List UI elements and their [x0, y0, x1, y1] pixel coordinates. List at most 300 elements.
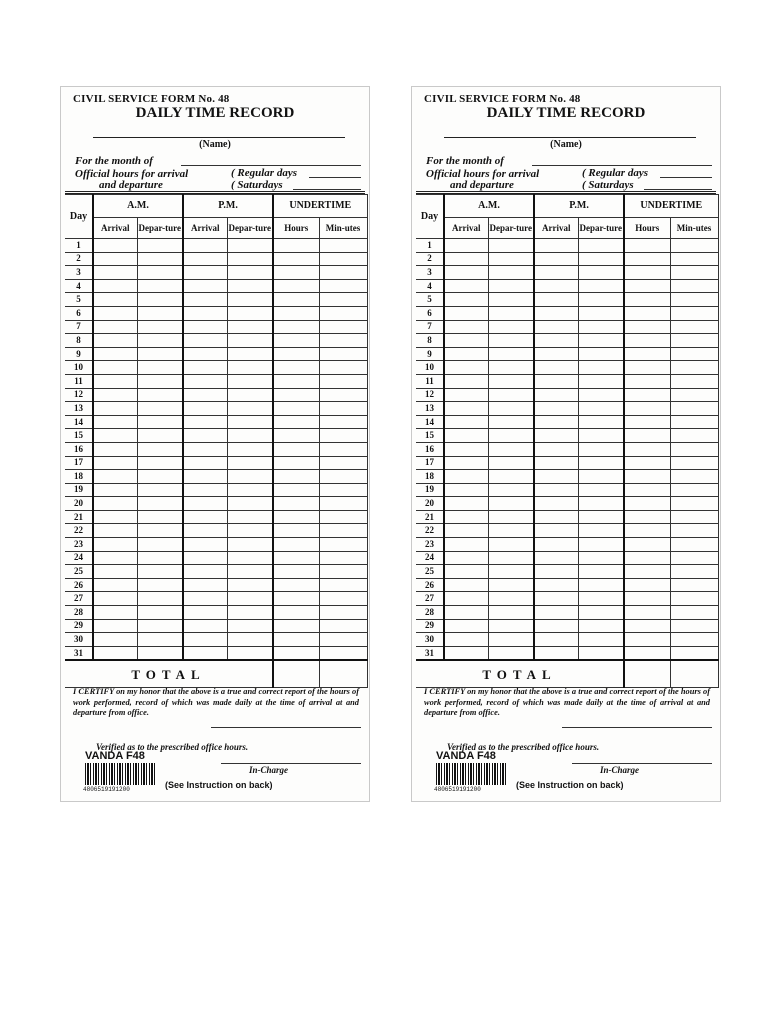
pm-arrival-cell[interactable]: [534, 388, 578, 402]
am-arrival-cell[interactable]: [93, 239, 137, 253]
undertime-hours-cell[interactable]: [273, 578, 319, 592]
am-arrival-cell[interactable]: [93, 320, 137, 334]
pm-departure-cell[interactable]: [227, 470, 273, 484]
saturdays-field[interactable]: [293, 189, 361, 190]
am-departure-cell[interactable]: [488, 293, 534, 307]
undertime-minutes-cell[interactable]: [670, 633, 718, 647]
pm-arrival-cell[interactable]: [534, 374, 578, 388]
pm-arrival-cell[interactable]: [534, 402, 578, 416]
undertime-minutes-cell[interactable]: [319, 619, 367, 633]
undertime-hours-cell[interactable]: [273, 279, 319, 293]
undertime-minutes-cell[interactable]: [670, 619, 718, 633]
pm-departure-cell[interactable]: [227, 293, 273, 307]
am-departure-cell[interactable]: [488, 524, 534, 538]
pm-arrival-cell[interactable]: [534, 347, 578, 361]
undertime-minutes-cell[interactable]: [670, 252, 718, 266]
am-arrival-cell[interactable]: [93, 266, 137, 280]
undertime-hours-cell[interactable]: [624, 361, 670, 375]
undertime-hours-cell[interactable]: [273, 361, 319, 375]
pm-departure-cell[interactable]: [227, 619, 273, 633]
pm-departure-cell[interactable]: [578, 388, 624, 402]
pm-arrival-cell[interactable]: [534, 429, 578, 443]
am-departure-cell[interactable]: [488, 361, 534, 375]
undertime-hours-cell[interactable]: [624, 415, 670, 429]
am-departure-cell[interactable]: [137, 347, 183, 361]
undertime-minutes-cell[interactable]: [670, 524, 718, 538]
undertime-hours-cell[interactable]: [273, 497, 319, 511]
undertime-hours-cell[interactable]: [624, 565, 670, 579]
am-departure-cell[interactable]: [488, 646, 534, 660]
am-arrival-cell[interactable]: [444, 442, 488, 456]
pm-arrival-cell[interactable]: [183, 361, 227, 375]
undertime-hours-cell[interactable]: [624, 279, 670, 293]
undertime-minutes-cell[interactable]: [319, 524, 367, 538]
am-arrival-cell[interactable]: [444, 565, 488, 579]
am-arrival-cell[interactable]: [444, 266, 488, 280]
am-arrival-cell[interactable]: [444, 456, 488, 470]
am-departure-cell[interactable]: [137, 606, 183, 620]
pm-departure-cell[interactable]: [578, 402, 624, 416]
am-arrival-cell[interactable]: [93, 334, 137, 348]
am-departure-cell[interactable]: [137, 252, 183, 266]
pm-departure-cell[interactable]: [227, 565, 273, 579]
pm-departure-cell[interactable]: [578, 592, 624, 606]
undertime-minutes-cell[interactable]: [319, 456, 367, 470]
pm-departure-cell[interactable]: [578, 524, 624, 538]
am-arrival-cell[interactable]: [444, 524, 488, 538]
am-departure-cell[interactable]: [488, 578, 534, 592]
pm-departure-cell[interactable]: [227, 646, 273, 660]
am-arrival-cell[interactable]: [93, 470, 137, 484]
pm-arrival-cell[interactable]: [534, 524, 578, 538]
am-arrival-cell[interactable]: [444, 402, 488, 416]
undertime-minutes-cell[interactable]: [670, 565, 718, 579]
am-departure-cell[interactable]: [488, 456, 534, 470]
undertime-minutes-cell[interactable]: [670, 429, 718, 443]
am-arrival-cell[interactable]: [444, 388, 488, 402]
am-departure-cell[interactable]: [488, 266, 534, 280]
am-arrival-cell[interactable]: [93, 374, 137, 388]
pm-departure-cell[interactable]: [227, 592, 273, 606]
undertime-hours-cell[interactable]: [624, 646, 670, 660]
am-arrival-cell[interactable]: [444, 470, 488, 484]
am-arrival-cell[interactable]: [444, 361, 488, 375]
undertime-minutes-cell[interactable]: [319, 279, 367, 293]
pm-arrival-cell[interactable]: [534, 592, 578, 606]
undertime-minutes-cell[interactable]: [319, 320, 367, 334]
undertime-minutes-cell[interactable]: [670, 320, 718, 334]
pm-departure-cell[interactable]: [227, 497, 273, 511]
pm-departure-cell[interactable]: [578, 239, 624, 253]
am-arrival-cell[interactable]: [444, 592, 488, 606]
undertime-minutes-cell[interactable]: [319, 565, 367, 579]
am-departure-cell[interactable]: [137, 334, 183, 348]
pm-departure-cell[interactable]: [227, 606, 273, 620]
pm-departure-cell[interactable]: [578, 320, 624, 334]
pm-arrival-cell[interactable]: [183, 252, 227, 266]
undertime-hours-cell[interactable]: [273, 442, 319, 456]
am-arrival-cell[interactable]: [444, 415, 488, 429]
am-arrival-cell[interactable]: [444, 320, 488, 334]
undertime-minutes-cell[interactable]: [670, 456, 718, 470]
am-arrival-cell[interactable]: [444, 334, 488, 348]
am-arrival-cell[interactable]: [93, 633, 137, 647]
undertime-hours-cell[interactable]: [624, 524, 670, 538]
am-departure-cell[interactable]: [137, 361, 183, 375]
pm-departure-cell[interactable]: [227, 347, 273, 361]
pm-arrival-cell[interactable]: [183, 415, 227, 429]
am-departure-cell[interactable]: [488, 551, 534, 565]
am-arrival-cell[interactable]: [93, 538, 137, 552]
pm-arrival-cell[interactable]: [534, 497, 578, 511]
am-departure-cell[interactable]: [137, 306, 183, 320]
am-departure-cell[interactable]: [137, 510, 183, 524]
am-arrival-cell[interactable]: [444, 551, 488, 565]
pm-arrival-cell[interactable]: [183, 510, 227, 524]
am-departure-cell[interactable]: [137, 442, 183, 456]
undertime-hours-cell[interactable]: [273, 415, 319, 429]
undertime-hours-cell[interactable]: [273, 320, 319, 334]
saturdays-field[interactable]: [644, 189, 712, 190]
undertime-minutes-cell[interactable]: [670, 470, 718, 484]
am-departure-cell[interactable]: [488, 510, 534, 524]
undertime-minutes-cell[interactable]: [670, 347, 718, 361]
am-arrival-cell[interactable]: [444, 306, 488, 320]
pm-arrival-cell[interactable]: [183, 429, 227, 443]
am-arrival-cell[interactable]: [93, 497, 137, 511]
total-hours-cell[interactable]: [624, 660, 670, 688]
pm-arrival-cell[interactable]: [183, 388, 227, 402]
am-arrival-cell[interactable]: [444, 606, 488, 620]
am-arrival-cell[interactable]: [93, 293, 137, 307]
pm-departure-cell[interactable]: [578, 606, 624, 620]
name-line[interactable]: [444, 137, 696, 138]
pm-departure-cell[interactable]: [227, 239, 273, 253]
undertime-hours-cell[interactable]: [273, 266, 319, 280]
pm-arrival-cell[interactable]: [534, 619, 578, 633]
pm-arrival-cell[interactable]: [534, 456, 578, 470]
month-field[interactable]: [532, 165, 712, 166]
undertime-hours-cell[interactable]: [624, 497, 670, 511]
pm-arrival-cell[interactable]: [183, 306, 227, 320]
pm-departure-cell[interactable]: [578, 374, 624, 388]
am-departure-cell[interactable]: [488, 619, 534, 633]
am-departure-cell[interactable]: [488, 483, 534, 497]
undertime-hours-cell[interactable]: [273, 402, 319, 416]
undertime-minutes-cell[interactable]: [319, 470, 367, 484]
pm-arrival-cell[interactable]: [183, 347, 227, 361]
undertime-hours-cell[interactable]: [273, 551, 319, 565]
undertime-minutes-cell[interactable]: [670, 402, 718, 416]
undertime-minutes-cell[interactable]: [319, 646, 367, 660]
pm-departure-cell[interactable]: [227, 361, 273, 375]
undertime-hours-cell[interactable]: [273, 592, 319, 606]
am-departure-cell[interactable]: [137, 429, 183, 443]
am-arrival-cell[interactable]: [93, 415, 137, 429]
am-arrival-cell[interactable]: [93, 361, 137, 375]
undertime-minutes-cell[interactable]: [670, 266, 718, 280]
am-arrival-cell[interactable]: [93, 551, 137, 565]
am-departure-cell[interactable]: [488, 320, 534, 334]
pm-arrival-cell[interactable]: [183, 497, 227, 511]
am-departure-cell[interactable]: [137, 551, 183, 565]
undertime-hours-cell[interactable]: [624, 252, 670, 266]
undertime-hours-cell[interactable]: [624, 606, 670, 620]
am-arrival-cell[interactable]: [93, 592, 137, 606]
undertime-minutes-cell[interactable]: [319, 293, 367, 307]
am-arrival-cell[interactable]: [444, 239, 488, 253]
undertime-hours-cell[interactable]: [624, 510, 670, 524]
undertime-hours-cell[interactable]: [624, 442, 670, 456]
pm-departure-cell[interactable]: [578, 279, 624, 293]
am-departure-cell[interactable]: [137, 646, 183, 660]
undertime-minutes-cell[interactable]: [319, 483, 367, 497]
am-arrival-cell[interactable]: [93, 442, 137, 456]
undertime-hours-cell[interactable]: [624, 456, 670, 470]
pm-departure-cell[interactable]: [578, 429, 624, 443]
pm-arrival-cell[interactable]: [534, 415, 578, 429]
pm-departure-cell[interactable]: [578, 483, 624, 497]
pm-arrival-cell[interactable]: [183, 456, 227, 470]
am-departure-cell[interactable]: [488, 239, 534, 253]
pm-departure-cell[interactable]: [227, 633, 273, 647]
am-arrival-cell[interactable]: [93, 619, 137, 633]
undertime-minutes-cell[interactable]: [670, 551, 718, 565]
undertime-hours-cell[interactable]: [273, 483, 319, 497]
undertime-minutes-cell[interactable]: [670, 334, 718, 348]
pm-arrival-cell[interactable]: [534, 306, 578, 320]
regular-days-field[interactable]: [309, 177, 361, 178]
undertime-hours-cell[interactable]: [624, 347, 670, 361]
undertime-hours-cell[interactable]: [273, 239, 319, 253]
pm-departure-cell[interactable]: [227, 320, 273, 334]
am-arrival-cell[interactable]: [444, 293, 488, 307]
undertime-minutes-cell[interactable]: [670, 578, 718, 592]
am-departure-cell[interactable]: [137, 415, 183, 429]
undertime-minutes-cell[interactable]: [319, 361, 367, 375]
am-departure-cell[interactable]: [137, 239, 183, 253]
am-departure-cell[interactable]: [488, 402, 534, 416]
pm-departure-cell[interactable]: [578, 551, 624, 565]
pm-arrival-cell[interactable]: [183, 551, 227, 565]
undertime-hours-cell[interactable]: [273, 646, 319, 660]
am-departure-cell[interactable]: [137, 619, 183, 633]
am-arrival-cell[interactable]: [444, 497, 488, 511]
pm-departure-cell[interactable]: [578, 442, 624, 456]
undertime-hours-cell[interactable]: [624, 470, 670, 484]
pm-departure-cell[interactable]: [578, 266, 624, 280]
undertime-hours-cell[interactable]: [273, 293, 319, 307]
undertime-hours-cell[interactable]: [273, 524, 319, 538]
pm-arrival-cell[interactable]: [534, 279, 578, 293]
am-departure-cell[interactable]: [137, 497, 183, 511]
pm-departure-cell[interactable]: [578, 306, 624, 320]
undertime-hours-cell[interactable]: [273, 306, 319, 320]
pm-arrival-cell[interactable]: [183, 239, 227, 253]
pm-departure-cell[interactable]: [578, 538, 624, 552]
undertime-minutes-cell[interactable]: [319, 388, 367, 402]
am-departure-cell[interactable]: [488, 565, 534, 579]
undertime-hours-cell[interactable]: [624, 429, 670, 443]
undertime-hours-cell[interactable]: [624, 388, 670, 402]
undertime-hours-cell[interactable]: [273, 510, 319, 524]
am-arrival-cell[interactable]: [444, 646, 488, 660]
am-departure-cell[interactable]: [488, 538, 534, 552]
undertime-minutes-cell[interactable]: [319, 402, 367, 416]
am-arrival-cell[interactable]: [444, 483, 488, 497]
undertime-minutes-cell[interactable]: [670, 293, 718, 307]
pm-departure-cell[interactable]: [227, 538, 273, 552]
pm-departure-cell[interactable]: [227, 266, 273, 280]
pm-arrival-cell[interactable]: [183, 334, 227, 348]
pm-departure-cell[interactable]: [227, 483, 273, 497]
am-arrival-cell[interactable]: [444, 510, 488, 524]
am-departure-cell[interactable]: [137, 456, 183, 470]
am-departure-cell[interactable]: [488, 606, 534, 620]
pm-arrival-cell[interactable]: [183, 266, 227, 280]
undertime-minutes-cell[interactable]: [670, 646, 718, 660]
regular-days-field[interactable]: [660, 177, 712, 178]
pm-arrival-cell[interactable]: [534, 320, 578, 334]
undertime-minutes-cell[interactable]: [319, 306, 367, 320]
undertime-hours-cell[interactable]: [273, 374, 319, 388]
undertime-minutes-cell[interactable]: [670, 279, 718, 293]
pm-departure-cell[interactable]: [578, 497, 624, 511]
am-arrival-cell[interactable]: [93, 483, 137, 497]
am-arrival-cell[interactable]: [93, 524, 137, 538]
pm-arrival-cell[interactable]: [183, 442, 227, 456]
pm-departure-cell[interactable]: [227, 306, 273, 320]
pm-departure-cell[interactable]: [227, 510, 273, 524]
am-arrival-cell[interactable]: [444, 347, 488, 361]
pm-arrival-cell[interactable]: [534, 646, 578, 660]
pm-arrival-cell[interactable]: [534, 334, 578, 348]
undertime-minutes-cell[interactable]: [670, 483, 718, 497]
am-departure-cell[interactable]: [488, 347, 534, 361]
undertime-hours-cell[interactable]: [624, 402, 670, 416]
pm-arrival-cell[interactable]: [534, 606, 578, 620]
pm-departure-cell[interactable]: [227, 374, 273, 388]
undertime-minutes-cell[interactable]: [319, 374, 367, 388]
undertime-minutes-cell[interactable]: [670, 374, 718, 388]
undertime-hours-cell[interactable]: [624, 592, 670, 606]
undertime-minutes-cell[interactable]: [319, 334, 367, 348]
in-charge-signature-line[interactable]: [572, 763, 712, 764]
am-departure-cell[interactable]: [137, 266, 183, 280]
pm-arrival-cell[interactable]: [183, 619, 227, 633]
am-departure-cell[interactable]: [137, 374, 183, 388]
in-charge-signature-line[interactable]: [221, 763, 361, 764]
undertime-hours-cell[interactable]: [624, 538, 670, 552]
undertime-hours-cell[interactable]: [273, 252, 319, 266]
pm-departure-cell[interactable]: [578, 334, 624, 348]
undertime-minutes-cell[interactable]: [319, 538, 367, 552]
pm-arrival-cell[interactable]: [183, 592, 227, 606]
am-departure-cell[interactable]: [137, 578, 183, 592]
pm-departure-cell[interactable]: [578, 347, 624, 361]
am-departure-cell[interactable]: [488, 279, 534, 293]
undertime-minutes-cell[interactable]: [319, 442, 367, 456]
pm-departure-cell[interactable]: [227, 551, 273, 565]
pm-departure-cell[interactable]: [578, 510, 624, 524]
pm-departure-cell[interactable]: [578, 470, 624, 484]
pm-arrival-cell[interactable]: [183, 606, 227, 620]
pm-departure-cell[interactable]: [227, 415, 273, 429]
pm-departure-cell[interactable]: [227, 456, 273, 470]
undertime-minutes-cell[interactable]: [319, 347, 367, 361]
pm-arrival-cell[interactable]: [183, 279, 227, 293]
pm-departure-cell[interactable]: [227, 334, 273, 348]
am-departure-cell[interactable]: [488, 592, 534, 606]
am-departure-cell[interactable]: [137, 402, 183, 416]
undertime-minutes-cell[interactable]: [319, 497, 367, 511]
pm-arrival-cell[interactable]: [183, 565, 227, 579]
undertime-hours-cell[interactable]: [273, 456, 319, 470]
pm-arrival-cell[interactable]: [534, 361, 578, 375]
am-departure-cell[interactable]: [488, 374, 534, 388]
pm-arrival-cell[interactable]: [183, 633, 227, 647]
am-departure-cell[interactable]: [488, 415, 534, 429]
pm-arrival-cell[interactable]: [183, 524, 227, 538]
am-departure-cell[interactable]: [137, 633, 183, 647]
am-departure-cell[interactable]: [488, 442, 534, 456]
undertime-minutes-cell[interactable]: [319, 551, 367, 565]
undertime-minutes-cell[interactable]: [319, 633, 367, 647]
pm-arrival-cell[interactable]: [534, 252, 578, 266]
pm-arrival-cell[interactable]: [534, 633, 578, 647]
am-arrival-cell[interactable]: [93, 578, 137, 592]
undertime-hours-cell[interactable]: [273, 606, 319, 620]
pm-arrival-cell[interactable]: [534, 442, 578, 456]
undertime-minutes-cell[interactable]: [670, 538, 718, 552]
undertime-minutes-cell[interactable]: [670, 510, 718, 524]
pm-arrival-cell[interactable]: [183, 374, 227, 388]
am-arrival-cell[interactable]: [444, 578, 488, 592]
pm-arrival-cell[interactable]: [534, 483, 578, 497]
undertime-minutes-cell[interactable]: [319, 415, 367, 429]
pm-arrival-cell[interactable]: [534, 538, 578, 552]
undertime-minutes-cell[interactable]: [670, 388, 718, 402]
pm-arrival-cell[interactable]: [534, 551, 578, 565]
am-departure-cell[interactable]: [488, 252, 534, 266]
undertime-hours-cell[interactable]: [273, 347, 319, 361]
pm-arrival-cell[interactable]: [183, 646, 227, 660]
am-arrival-cell[interactable]: [444, 252, 488, 266]
pm-arrival-cell[interactable]: [534, 239, 578, 253]
undertime-minutes-cell[interactable]: [319, 252, 367, 266]
undertime-minutes-cell[interactable]: [670, 497, 718, 511]
am-arrival-cell[interactable]: [444, 619, 488, 633]
signature-line[interactable]: [562, 727, 712, 728]
pm-arrival-cell[interactable]: [183, 320, 227, 334]
undertime-hours-cell[interactable]: [273, 619, 319, 633]
pm-departure-cell[interactable]: [227, 442, 273, 456]
am-arrival-cell[interactable]: [93, 252, 137, 266]
undertime-hours-cell[interactable]: [273, 565, 319, 579]
pm-arrival-cell[interactable]: [183, 578, 227, 592]
am-arrival-cell[interactable]: [93, 279, 137, 293]
pm-arrival-cell[interactable]: [183, 470, 227, 484]
pm-departure-cell[interactable]: [227, 429, 273, 443]
undertime-hours-cell[interactable]: [624, 483, 670, 497]
undertime-hours-cell[interactable]: [624, 293, 670, 307]
undertime-minutes-cell[interactable]: [319, 266, 367, 280]
pm-departure-cell[interactable]: [578, 456, 624, 470]
undertime-minutes-cell[interactable]: [670, 415, 718, 429]
am-arrival-cell[interactable]: [93, 388, 137, 402]
undertime-minutes-cell[interactable]: [319, 606, 367, 620]
am-arrival-cell[interactable]: [444, 429, 488, 443]
